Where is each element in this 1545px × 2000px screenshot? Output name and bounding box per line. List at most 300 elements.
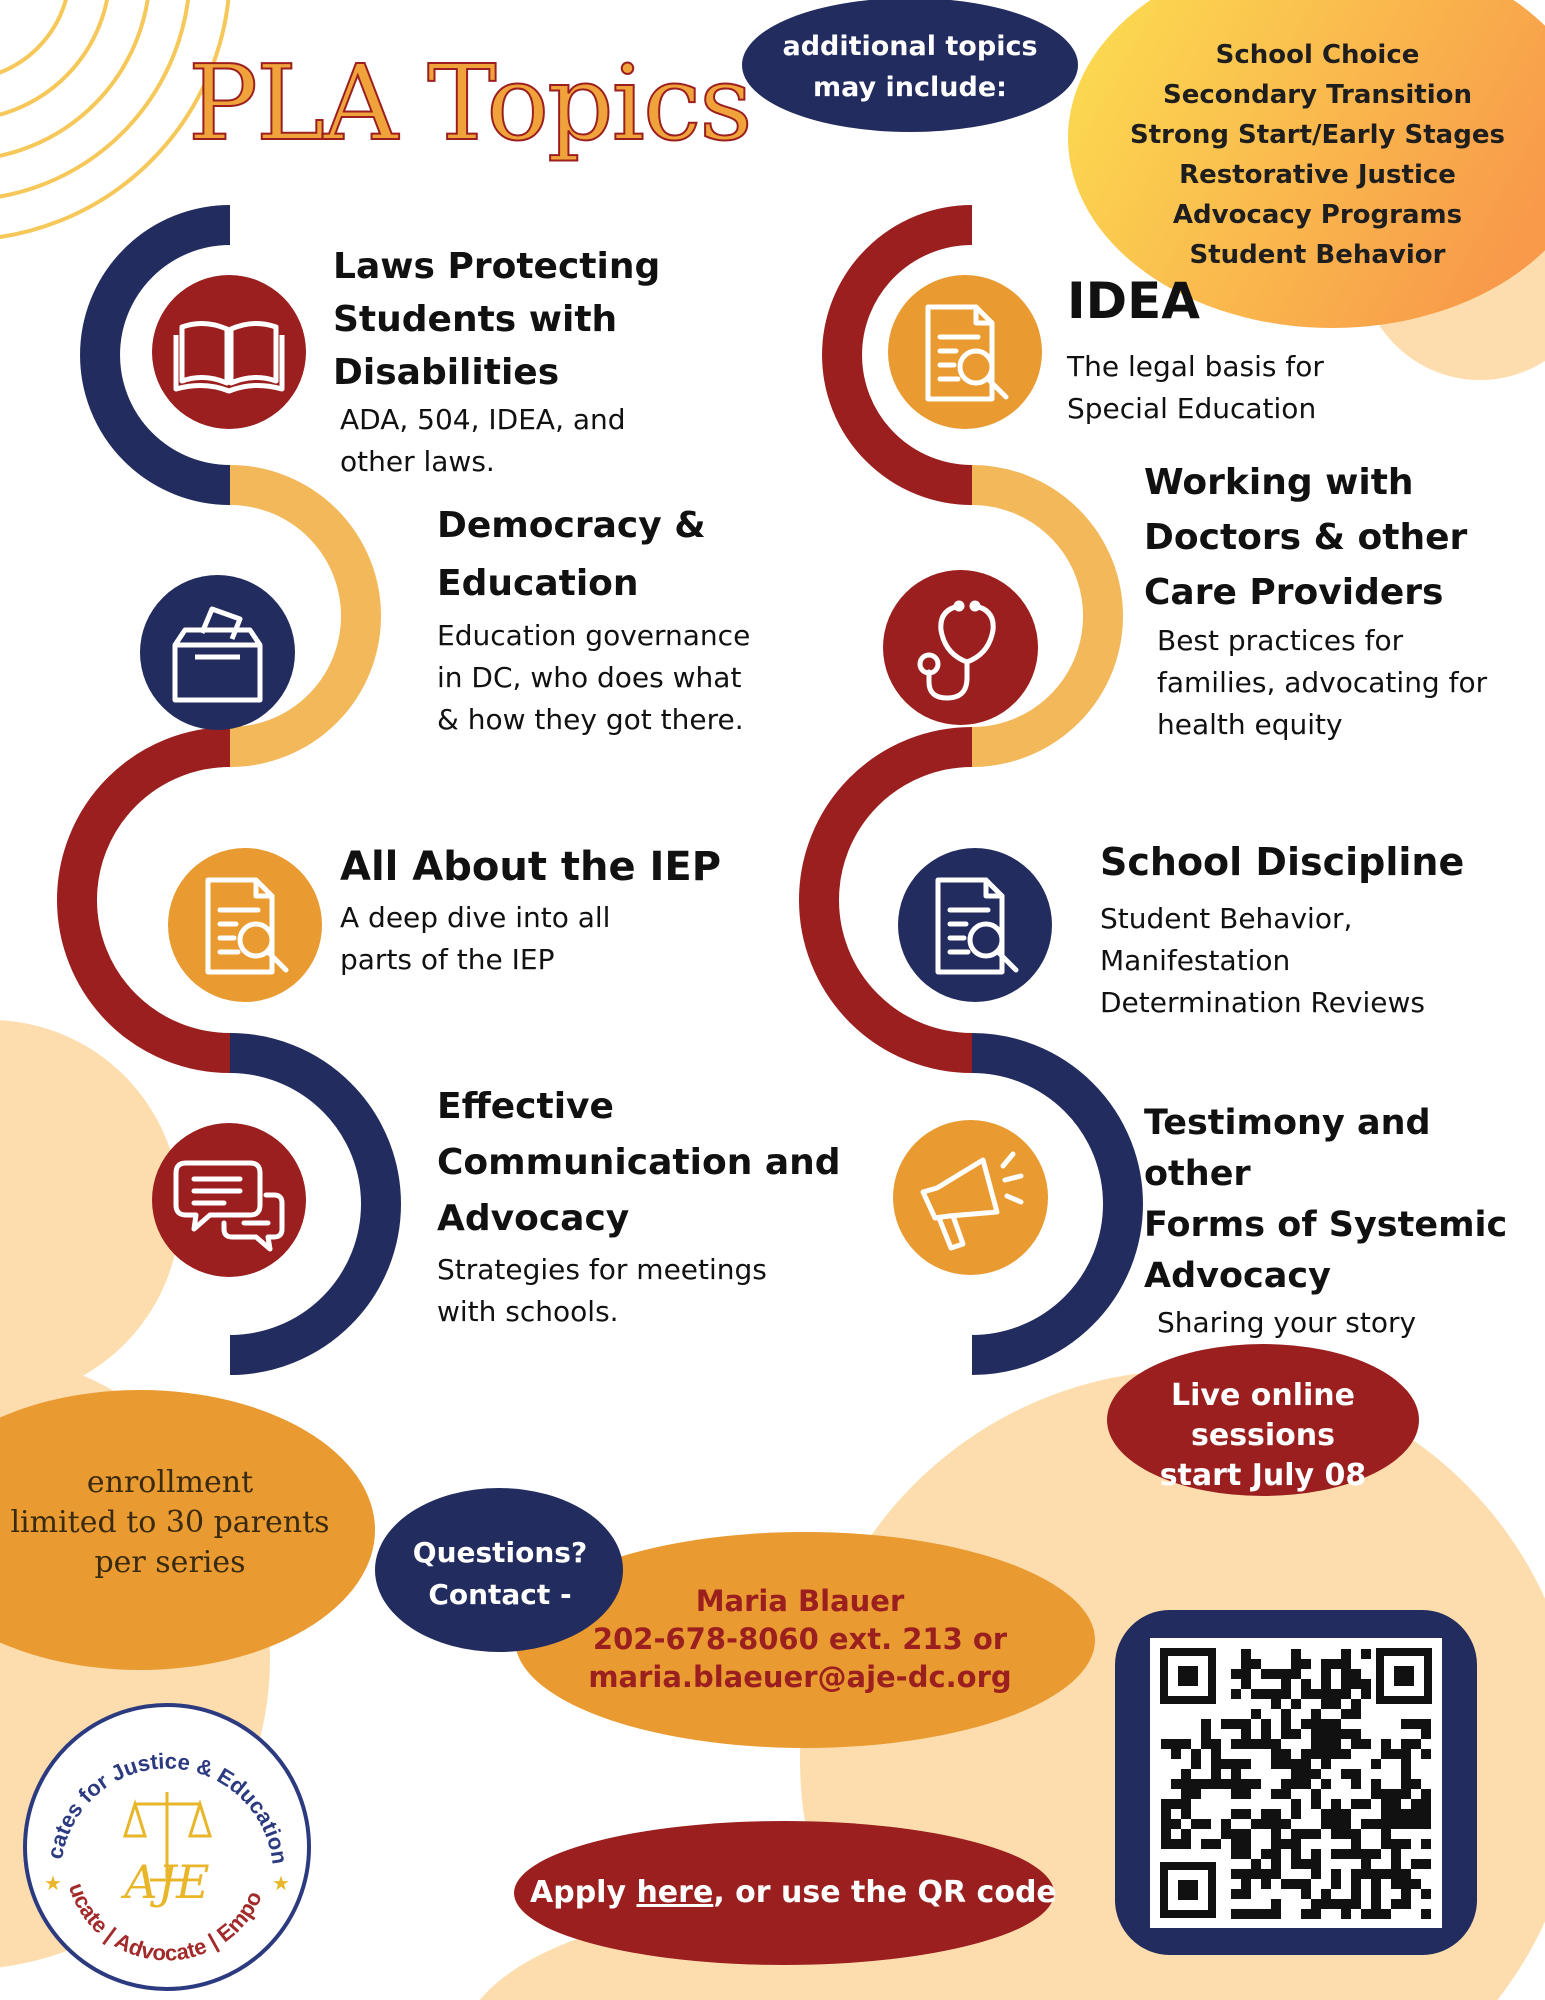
document-search-icon-circle — [888, 275, 1042, 429]
qr-module — [1341, 1749, 1351, 1759]
topic-communication — [437, 1079, 841, 1333]
topic-description: Manifestation — [1100, 944, 1291, 977]
qr-module — [1321, 1889, 1331, 1899]
qr-module — [1401, 1879, 1411, 1889]
topic-description: Best practices for — [1157, 624, 1404, 657]
qr-module — [1401, 1769, 1411, 1779]
document-search-icon-circle — [168, 848, 322, 1002]
questions-line2: Contact - — [428, 1578, 572, 1611]
qr-module — [1331, 1829, 1341, 1839]
qr-module — [1411, 1779, 1421, 1789]
qr-module — [1391, 1799, 1401, 1809]
qr-module — [1331, 1739, 1341, 1749]
qr-code[interactable] — [1158, 1646, 1434, 1920]
qr-module — [1181, 1779, 1191, 1789]
qr-module — [1221, 1719, 1231, 1729]
qr-module — [1361, 1689, 1371, 1699]
qr-module — [1241, 1809, 1251, 1819]
qr-module — [1241, 1719, 1251, 1729]
qr-module — [1371, 1779, 1381, 1789]
qr-module — [1351, 1869, 1361, 1879]
topic-description: Sharing your story — [1157, 1306, 1417, 1339]
qr-module — [1341, 1829, 1351, 1839]
qr-module — [1181, 1789, 1191, 1799]
qr-module — [1411, 1739, 1421, 1749]
qr-module — [1191, 1789, 1201, 1799]
qr-module — [1351, 1899, 1361, 1909]
topic-title: Working with — [1144, 462, 1414, 503]
qr-module — [1311, 1849, 1321, 1859]
qr-module — [1411, 1819, 1421, 1829]
megaphone-icon — [893, 1120, 1048, 1275]
qr-module — [1401, 1809, 1411, 1819]
qr-module — [1251, 1859, 1261, 1869]
qr-module — [1381, 1869, 1391, 1879]
topic-description: The legal basis for — [1067, 350, 1324, 383]
qr-module — [1231, 1759, 1241, 1769]
sessions-bubble — [1110, 1376, 1416, 1496]
additional-topics-line2: may include: — [813, 72, 1007, 103]
qr-module — [1361, 1849, 1371, 1859]
qr-module — [1291, 1839, 1301, 1849]
qr-module — [1251, 1869, 1261, 1879]
qr-module — [1391, 1809, 1401, 1819]
qr-module — [1401, 1839, 1411, 1849]
qr-module — [1231, 1739, 1241, 1749]
qr-module — [1241, 1739, 1251, 1749]
qr-module — [1301, 1769, 1311, 1779]
qr-module — [1291, 1659, 1301, 1669]
qr-module — [1231, 1889, 1241, 1899]
qr-module — [1171, 1739, 1181, 1749]
qr-module — [1341, 1909, 1351, 1919]
qr-module — [1291, 1879, 1301, 1889]
topic-testimony — [1144, 1098, 1545, 1344]
qr-module — [1391, 1839, 1401, 1849]
qr-module — [1161, 1809, 1171, 1819]
qr-module — [1371, 1899, 1381, 1909]
qr-module — [1331, 1849, 1341, 1859]
contact-email[interactable]: maria.blaeuer@aje-dc.org — [588, 1660, 1012, 1694]
qr-module — [1331, 1659, 1341, 1669]
qr-module — [1321, 1819, 1331, 1829]
qr-module — [1271, 1699, 1281, 1709]
qr-module — [1401, 1719, 1411, 1729]
qr-module — [1251, 1739, 1261, 1749]
qr-module — [1201, 1839, 1211, 1849]
qr-module — [1381, 1789, 1391, 1799]
qr-module — [1211, 1739, 1221, 1749]
list-item: Secondary Transition — [1163, 80, 1472, 110]
topic-description: health equity — [1157, 708, 1343, 741]
qr-module — [1211, 1759, 1221, 1769]
apply-bubble — [530, 1872, 1057, 1914]
qr-module — [1321, 1679, 1331, 1689]
topic-title: Forms of Systemic — [1144, 1205, 1508, 1245]
qr-module — [1271, 1739, 1281, 1749]
topic-title: Effective — [437, 1086, 614, 1127]
qr-module — [1241, 1779, 1251, 1789]
qr-module — [1351, 1779, 1361, 1789]
qr-module — [1341, 1729, 1351, 1739]
qr-module — [1331, 1879, 1341, 1889]
qr-module — [1421, 1839, 1431, 1849]
svg-text:Advocates for Justice & Educat: cates for Justice & Education — [42, 1748, 293, 1866]
topic-idea — [1067, 266, 1324, 430]
qr-module — [1331, 1899, 1341, 1909]
page-title: PLA Topics — [188, 42, 751, 164]
qr-module — [1321, 1699, 1331, 1709]
qr-module — [1311, 1739, 1321, 1749]
topic-title: Students with — [333, 299, 618, 340]
topic-description: A deep dive into all — [340, 901, 611, 934]
qr-module — [1191, 1749, 1201, 1759]
qr-module — [1311, 1789, 1321, 1799]
qr-module — [1281, 1689, 1291, 1699]
qr-module — [1291, 1779, 1301, 1789]
qr-module — [1301, 1829, 1311, 1839]
qr-module — [1241, 1869, 1251, 1879]
sessions-line1: Live online sessions — [1171, 1378, 1355, 1453]
document-search-icon-circle — [898, 848, 1052, 1002]
qr-module — [1261, 1729, 1271, 1739]
topic-title: Democracy & — [437, 505, 706, 546]
qr-module — [1291, 1849, 1301, 1859]
chat-bubbles-icon-circle — [152, 1123, 306, 1277]
qr-module — [1371, 1849, 1381, 1859]
qr-module — [1311, 1749, 1321, 1759]
qr-module — [1251, 1779, 1261, 1789]
qr-module — [1261, 1909, 1271, 1919]
qr-module — [1281, 1669, 1291, 1679]
qr-module — [1411, 1799, 1421, 1809]
qr-module — [1321, 1659, 1331, 1669]
qr-module — [1261, 1689, 1271, 1699]
qr-module — [1351, 1849, 1361, 1859]
qr-module — [1401, 1759, 1411, 1769]
topic-title: Education — [437, 563, 639, 604]
qr-module — [1351, 1889, 1361, 1899]
topic-description: & how they got there. — [437, 703, 744, 736]
stethoscope-icon-circle — [883, 570, 1038, 725]
qr-module — [1201, 1719, 1211, 1729]
qr-module — [1271, 1759, 1281, 1769]
book-icon-circle — [152, 275, 306, 429]
qr-module — [1381, 1909, 1391, 1919]
topic-description: Strategies for meetings — [437, 1253, 767, 1286]
qr-module — [1241, 1759, 1251, 1769]
qr-module — [1261, 1849, 1271, 1859]
qr-module — [1371, 1879, 1381, 1889]
qr-module — [1231, 1669, 1241, 1679]
qr-module — [1161, 1819, 1171, 1829]
document-search-icon — [888, 275, 1042, 429]
qr-module — [1241, 1879, 1251, 1889]
qr-module — [1271, 1899, 1281, 1909]
qr-module — [1281, 1789, 1291, 1799]
qr-module — [1291, 1769, 1301, 1779]
qr-module — [1231, 1809, 1241, 1819]
qr-module — [1261, 1739, 1271, 1749]
qr-module — [1171, 1839, 1181, 1849]
qr-module — [1411, 1719, 1421, 1729]
list-item: Student Behavior — [1189, 240, 1446, 270]
qr-module — [1341, 1809, 1351, 1819]
qr-module — [1171, 1749, 1181, 1759]
chat-bubbles-icon — [152, 1123, 306, 1277]
qr-module — [1331, 1729, 1341, 1739]
qr-module — [1371, 1819, 1381, 1829]
topic-description: Determination Reviews — [1100, 986, 1425, 1019]
qr-module — [1281, 1839, 1291, 1849]
qr-module — [1411, 1859, 1421, 1869]
qr-module — [1311, 1709, 1321, 1719]
qr-module — [1271, 1749, 1281, 1759]
qr-module — [1321, 1899, 1331, 1909]
qr-module — [1291, 1649, 1301, 1659]
qr-module — [1381, 1829, 1391, 1839]
qr-module — [1341, 1679, 1351, 1689]
qr-module — [1271, 1869, 1281, 1879]
qr-module — [1361, 1869, 1371, 1879]
qr-module — [1161, 1829, 1171, 1839]
qr-module — [1401, 1899, 1411, 1909]
book-icon — [152, 275, 306, 429]
qr-module — [1321, 1809, 1331, 1819]
contact-phone[interactable]: 202-678-8060 ext. 213 or — [592, 1622, 1008, 1656]
qr-module — [1321, 1729, 1331, 1739]
list-item: Strong Start/Early Stages — [1130, 120, 1505, 150]
qr-module — [1351, 1739, 1361, 1749]
qr-module — [1241, 1829, 1251, 1839]
qr-module — [1351, 1679, 1361, 1689]
svg-text:Educate | Advocate | Empower: ucate | Advocate | Empo — [63, 1879, 267, 1966]
qr-module — [1291, 1759, 1301, 1769]
qr-module — [1391, 1789, 1401, 1799]
qr-module — [1301, 1779, 1311, 1789]
qr-module — [1311, 1689, 1321, 1699]
qr-module — [1391, 1849, 1401, 1859]
topic-description: with schools. — [437, 1295, 619, 1328]
qr-module — [1321, 1749, 1331, 1759]
topic-title: Advocacy — [437, 1198, 630, 1239]
qr-module — [1281, 1679, 1291, 1689]
apply-link[interactable]: here — [636, 1875, 714, 1910]
topic-iep — [340, 840, 721, 981]
topic-description: Special Education — [1067, 392, 1317, 425]
qr-module — [1171, 1819, 1181, 1829]
qr-module — [1201, 1779, 1211, 1789]
qr-module — [1241, 1649, 1251, 1659]
qr-module — [1241, 1889, 1251, 1899]
additional-topics-line1: additional topics — [782, 31, 1038, 62]
qr-module — [1421, 1809, 1431, 1819]
qr-module — [1311, 1859, 1321, 1869]
document-search-icon — [168, 848, 322, 1002]
qr-module — [1331, 1809, 1341, 1819]
qr-module — [1311, 1799, 1321, 1809]
qr-module — [1211, 1749, 1221, 1759]
qr-module — [1171, 1779, 1181, 1789]
qr-module — [1401, 1789, 1411, 1799]
qr-module — [1211, 1779, 1221, 1789]
svg-text:★: ★ — [272, 1871, 290, 1895]
qr-module — [1261, 1809, 1271, 1819]
qr-module — [1391, 1819, 1401, 1829]
qr-module — [1301, 1719, 1311, 1729]
qr-module — [1351, 1709, 1361, 1719]
qr-module — [1281, 1729, 1291, 1739]
qr-module — [1321, 1719, 1331, 1729]
qr-module — [1361, 1859, 1371, 1869]
qr-module — [1181, 1739, 1191, 1749]
enrollment-line2: limited to 30 parents — [10, 1505, 330, 1540]
document-search-icon — [898, 848, 1052, 1002]
qr-module — [1281, 1759, 1291, 1769]
qr-module — [1281, 1819, 1291, 1829]
qr-module — [1271, 1819, 1281, 1829]
topic-description: Student Behavior, — [1100, 902, 1353, 935]
qr-module — [1301, 1909, 1311, 1919]
qr-module — [1241, 1789, 1251, 1799]
qr-module — [1251, 1909, 1261, 1919]
qr-module — [1381, 1749, 1391, 1759]
qr-module — [1351, 1699, 1361, 1709]
qr-module — [1351, 1729, 1361, 1739]
qr-module — [1331, 1799, 1341, 1809]
qr-module — [1181, 1769, 1191, 1779]
qr-module — [1421, 1909, 1431, 1919]
additional-topics-bubble — [760, 26, 1060, 108]
qr-module — [1281, 1779, 1291, 1789]
qr-module — [1391, 1869, 1401, 1879]
qr-module — [1391, 1749, 1401, 1759]
qr-module — [1361, 1679, 1371, 1689]
qr-module — [1251, 1689, 1261, 1699]
qr-module — [1281, 1879, 1291, 1889]
list-item: Restorative Justice — [1179, 160, 1456, 190]
qr-module — [1401, 1889, 1411, 1899]
topic-title: School Discipline — [1100, 840, 1465, 884]
qr-module — [1321, 1759, 1331, 1769]
qr-module — [1361, 1819, 1371, 1829]
qr-module — [1401, 1779, 1411, 1789]
qr-module — [1221, 1819, 1231, 1829]
qr-module — [1241, 1909, 1251, 1919]
qr-module — [1421, 1859, 1431, 1869]
qr-module — [1341, 1669, 1351, 1679]
qr-module — [1271, 1859, 1281, 1869]
aje-seal-icon — [20, 1700, 314, 1994]
qr-module — [1271, 1809, 1281, 1819]
qr-module — [1421, 1889, 1431, 1899]
enrollment-line1: enrollment — [86, 1465, 254, 1500]
topic-title: Disabilities — [333, 352, 560, 393]
qr-module — [1381, 1739, 1391, 1749]
qr-module — [1341, 1769, 1351, 1779]
qr-module — [1391, 1899, 1401, 1909]
enrollment-note — [0, 1463, 340, 1583]
qr-module — [1181, 1799, 1191, 1809]
qr-module — [1281, 1719, 1291, 1729]
qr-module — [1231, 1689, 1241, 1699]
qr-module — [1331, 1869, 1341, 1879]
qr-module — [1181, 1839, 1191, 1849]
sessions-line2: start July 08 — [1159, 1458, 1367, 1493]
qr-module — [1321, 1739, 1331, 1749]
qr-module — [1341, 1899, 1351, 1909]
qr-module — [1291, 1859, 1301, 1869]
qr-module — [1321, 1689, 1331, 1699]
qr-module — [1321, 1779, 1331, 1789]
qr-module — [1341, 1819, 1351, 1829]
qr-module — [1251, 1819, 1261, 1829]
topic-description: Education governance — [437, 619, 751, 652]
qr-module — [1331, 1689, 1341, 1699]
qr-module — [1201, 1739, 1211, 1749]
qr-module — [1331, 1699, 1341, 1709]
topic-title: All About the IEP — [340, 844, 722, 890]
qr-module — [1191, 1759, 1201, 1769]
qr-module — [1331, 1819, 1341, 1829]
qr-module — [1291, 1829, 1301, 1839]
qr-module — [1351, 1669, 1361, 1679]
qr-module — [1401, 1869, 1411, 1879]
qr-module — [1221, 1779, 1231, 1789]
qr-module — [1351, 1829, 1361, 1839]
svg-text:★: ★ — [44, 1871, 62, 1895]
qr-module — [1301, 1859, 1311, 1869]
qr-module — [1421, 1729, 1431, 1739]
topic-title: Testimony and other — [1144, 1103, 1431, 1194]
qr-module — [1301, 1749, 1311, 1759]
qr-module — [1231, 1909, 1241, 1919]
qr-module — [1321, 1669, 1331, 1679]
qr-module — [1311, 1769, 1321, 1779]
qr-module — [1191, 1779, 1201, 1789]
qr-module — [1291, 1669, 1301, 1679]
qr-module — [1371, 1759, 1381, 1769]
qr-module — [1381, 1819, 1391, 1829]
qr-module — [1391, 1879, 1401, 1889]
qr-module — [1201, 1819, 1211, 1829]
qr-module — [1371, 1909, 1381, 1919]
stethoscope-icon — [883, 570, 1038, 725]
aje-logo — [20, 1700, 314, 1994]
qr-module — [1311, 1719, 1321, 1729]
qr-module — [1341, 1849, 1351, 1859]
qr-module — [1421, 1789, 1431, 1799]
qr-module — [1271, 1839, 1281, 1849]
qr-module — [1301, 1759, 1311, 1769]
qr-module — [1231, 1769, 1241, 1779]
qr-module — [1401, 1749, 1411, 1759]
topic-description: families, advocating for — [1157, 666, 1488, 699]
qr-module — [1371, 1789, 1381, 1799]
qr-module — [1271, 1829, 1281, 1839]
qr-module — [1331, 1719, 1341, 1729]
enrollment-line3: per series — [94, 1545, 246, 1580]
topic-laws — [333, 240, 660, 483]
qr-module — [1161, 1839, 1171, 1849]
qr-module — [1161, 1799, 1171, 1809]
qr-module — [1361, 1649, 1371, 1659]
qr-module — [1341, 1659, 1351, 1669]
list-item: Advocacy Programs — [1172, 200, 1463, 230]
qr-module — [1181, 1829, 1191, 1839]
qr-module — [1411, 1879, 1421, 1889]
qr-module — [1231, 1789, 1241, 1799]
